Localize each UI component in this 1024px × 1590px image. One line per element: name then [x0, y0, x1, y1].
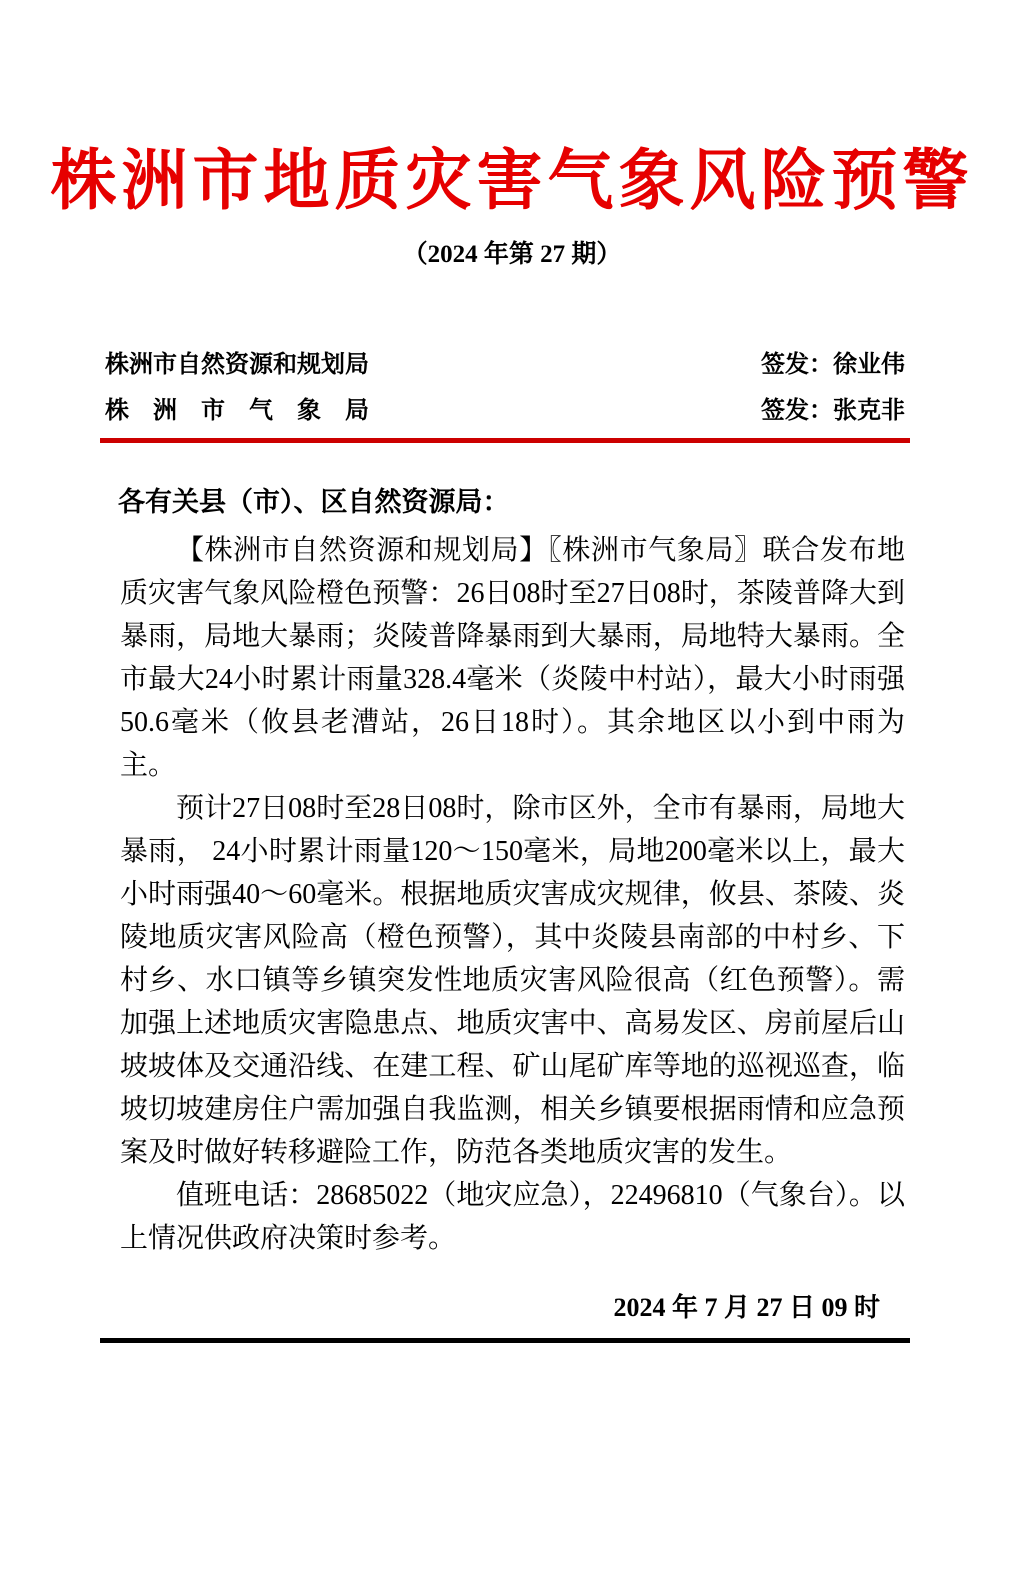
body-text	[120, 529, 905, 1260]
issue-number: （2024 年第 27 期）	[402, 241, 622, 268]
body-paragraph-1: 【株洲市自然资源和规划局】〖株洲市气象局〗联合发布地质灾害气象风险橙色预警：26日08时至27日08时，茶陵普降大到暴雨，局地大暴雨；炎陵普降暴雨到大暴雨，局地特大暴雨。全市最大24小时累计雨量328.4毫米（炎陵中村站），最大小时雨强50.6毫米（攸县老漕站，26日18时）。其余地区以小到中雨为主。	[120, 535, 905, 781]
issuer-row-2	[105, 388, 905, 434]
salutation: 各有关县（市）、区自然资源局：	[118, 487, 510, 517]
issuer-org-natural-resources: 株洲市自然资源和规划局	[105, 352, 369, 378]
signer-natural-resources: 签发：徐业伟	[761, 352, 905, 378]
issuer-row-1	[105, 342, 905, 388]
issuer-org-meteorological: 株 洲 市 气 象 局	[105, 398, 369, 424]
footer-divider	[100, 1338, 910, 1343]
document-page	[0, 142, 1024, 1590]
issuer-block	[105, 342, 905, 434]
document-title: 株洲市地质灾害气象风险预警	[50, 145, 974, 218]
signer-meteorological: 签发：张克非	[761, 398, 905, 424]
red-divider	[100, 438, 910, 443]
issue-datetime: 2024 年 7 月 27 日 09 时	[613, 1293, 880, 1322]
body-paragraph-3: 值班电话：28685022（地灾应急），22496810（气象台）。以上情况供政府决策时参考。	[120, 1180, 905, 1254]
body-paragraph-2: 预计27日08时至28日08时，除市区外，全市有暴雨，局地大暴雨， 24小时累计雨量120～150毫米，局地200毫米以上，最大小时雨强40～60毫米。根据地质灾害成灾规律，攸县、茶陵、炎陵地质灾害风险高（橙色预警），其中炎陵县南部的中村乡、下村乡、水口镇等乡镇突发性地质灾害风险很高（红色预警）。需加强上述地质灾害隐患点、地质灾害中、高易发区、房前屋后山坡坡体及交通沿线、在建工程、矿山尾矿库等地的巡视巡查，临坡切坡建房住户需加强自我监测，相关乡镇要根据雨情和应急预案及时做好转移避险工作，防范各类地质灾害的发生。	[120, 793, 905, 1168]
